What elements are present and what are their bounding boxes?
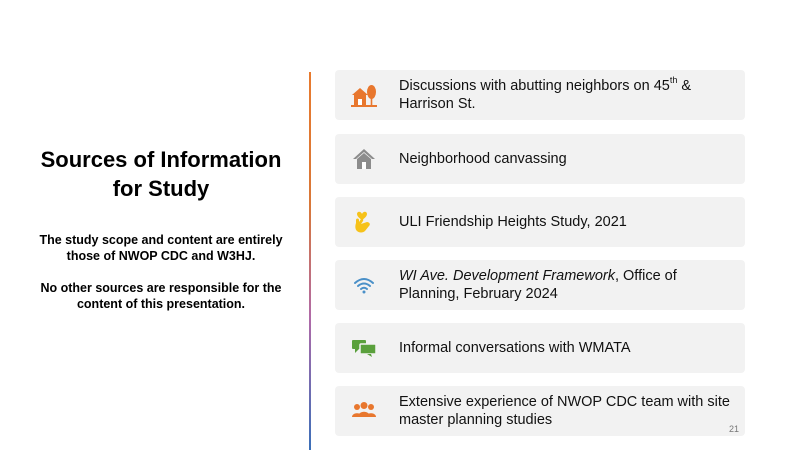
source-item-neighbors — [335, 70, 745, 120]
house-trees-icon — [351, 82, 377, 108]
home-icon — [351, 146, 377, 172]
source-item-text: Discussions with abutting neighbors on 45th & Harrison St. — [399, 75, 692, 112]
chat-bubbles-icon — [351, 335, 377, 361]
heart-hand-icon — [351, 209, 377, 235]
source-item-framework — [335, 260, 745, 310]
source-item-text: ULI Friendship Heights Study, 2021 — [399, 214, 627, 230]
page-number: 21 — [729, 424, 740, 434]
source-item-uli-study — [335, 197, 745, 247]
wifi-icon — [351, 272, 377, 298]
source-item-canvassing — [335, 134, 745, 184]
vertical-divider — [309, 72, 311, 450]
team-icon — [351, 398, 377, 424]
source-item-team-experience — [335, 386, 745, 436]
disclaimer-statement: No other sources are responsible for the content of this presentation. — [40, 281, 282, 311]
source-item-text: WI Ave. Development Framework, Office of Planning, February 2024 — [399, 268, 677, 302]
source-item-text: Informal conversations with WMATA — [399, 340, 631, 356]
source-item-text: Extensive experience of NWOP CDC team with site master planning studies — [399, 394, 730, 428]
slide-subtext — [30, 232, 292, 312]
slide-title: Sources of Information for Study — [40, 147, 282, 201]
source-item-wmata — [335, 323, 745, 373]
scope-statement: The study scope and content are entirely those of NWOP CDC and W3HJ. — [39, 233, 283, 263]
source-item-text: Neighborhood canvassing — [399, 151, 567, 167]
